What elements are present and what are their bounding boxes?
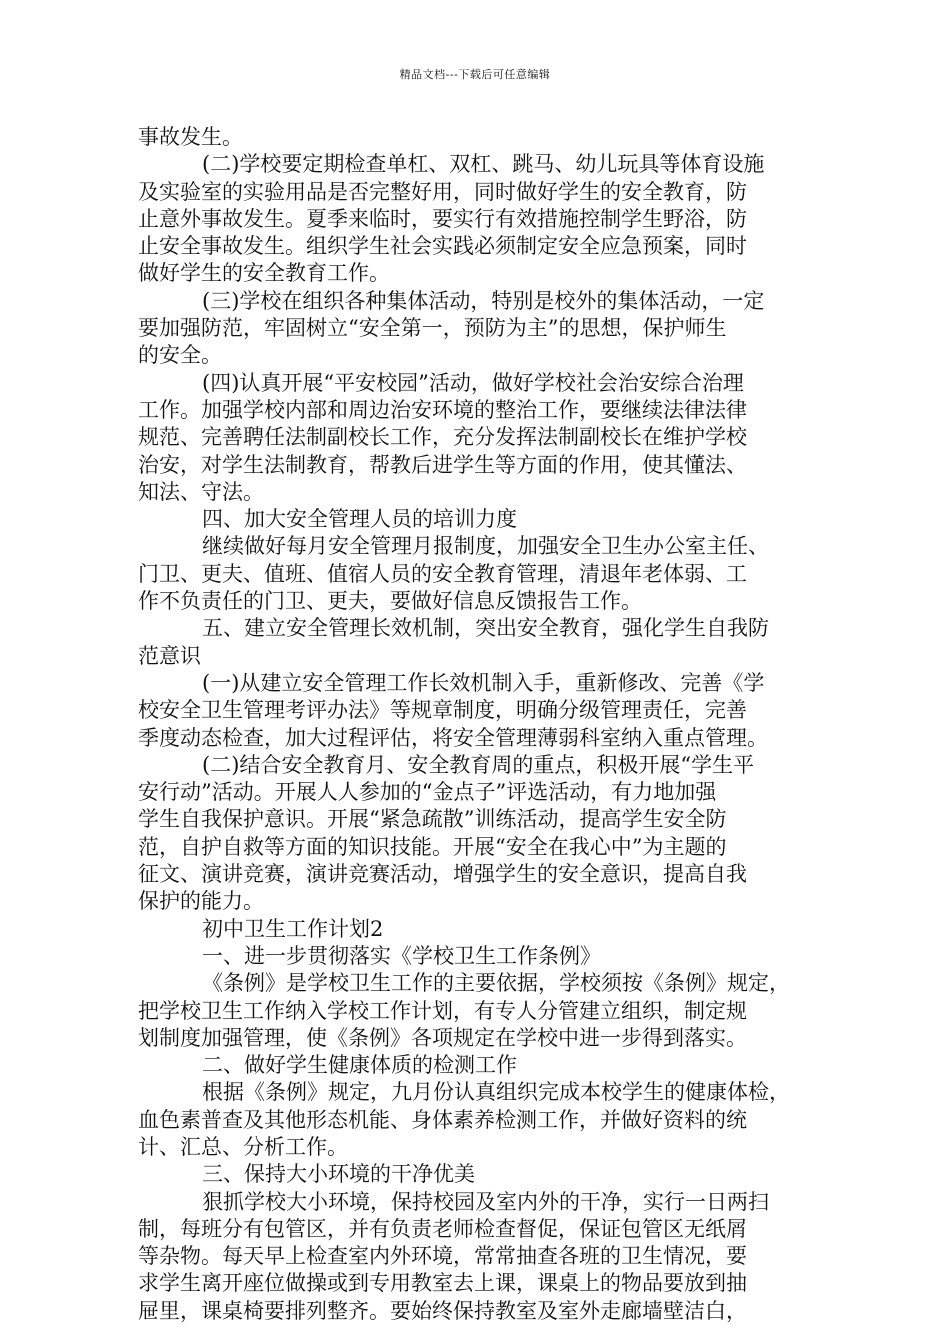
text-line: 屉里，课桌椅要排列整齐。要始终保持教室及室外走廊墙壁洁白， <box>138 1298 747 1323</box>
text-line: 五、建立安全管理长效机制，突出安全教育，强化学生自我防 <box>202 616 769 641</box>
text-line: 把学校卫生工作纳入学校工作计划，有专人分管建立组织，制定规 <box>138 998 747 1023</box>
text-line: 及实验室的实验用品是否完整好用，同时做好学生的安全教育，防 <box>138 179 747 204</box>
text-line: 工作。加强学校内部和周边治安环境的整治工作，要继续法律法律 <box>138 397 747 422</box>
text-line: 血色素普查及其他形态机能、身体素养检测工作，并做好资料的统 <box>138 1107 747 1132</box>
text-line: (四)认真开展“平安校园”活动，做好学校社会治安综合治理 <box>202 370 744 395</box>
text-line: 止意外事故发生。夏季来临时，要实行有效措施控制学生野浴，防 <box>138 206 747 231</box>
text-line: 事故发生。 <box>138 125 243 149</box>
text-line: (三)学校在组织各种集体活动，特别是校外的集体活动，一定 <box>202 288 765 313</box>
text-line: (一)从建立安全管理工作长效机制入手，重新修改、完善《学 <box>202 670 765 695</box>
text-line: 校安全卫生管理考评办法》等规章制度，明确分级管理责任，完善 <box>138 698 747 723</box>
text-line: 保护的能力。 <box>138 889 264 914</box>
text-line: 要加强防范，牢固树立“安全第一，预防为主”的思想，保护师生 <box>138 316 727 341</box>
text-line: 知法、守法。 <box>138 479 264 504</box>
text-line: 根据《条例》规定，九月份认真组织完成本校学生的健康体检， <box>202 1080 790 1105</box>
text-line: 季度动态检查，加大过程评估，将安全管理薄弱科室纳入重点管理。 <box>138 725 768 750</box>
text-line: 的安全。 <box>138 343 222 368</box>
text-line: 《条例》是学校卫生工作的主要依据，学校须按《条例》规定， <box>202 971 790 996</box>
text-line: 治安，对学生法制教育，帮教后进学生等方面的作用，使其懂法、 <box>138 452 747 477</box>
text-line: 求学生离开座位做操或到专用教室去上课，课桌上的物品要放到抽 <box>138 1271 747 1296</box>
text-line: 范，自护自救等方面的知识技能。开展“安全在我心中”为主题的 <box>138 834 727 859</box>
text-line: 征文、演讲竞赛，演讲竞赛活动，增强学生的安全意识，提高自我 <box>138 862 747 887</box>
text-line: 一、进一步贯彻落实《学校卫生工作条例》 <box>202 943 601 968</box>
text-line: 安行动”活动。开展人人参加的“金点子”评选活动，有力地加强 <box>138 780 717 805</box>
document-body <box>138 124 818 1325</box>
text-line: 止安全事故发生。组织学生社会实践必须制定安全应急预案，同时 <box>138 234 747 259</box>
text-line: 等杂物。每天早上检查室内外环境，常常抽查各班的卫生情况，要 <box>138 1244 747 1269</box>
text-line: 作不负责任的门卫、更夫，要做好信息反馈报告工作。 <box>138 589 642 614</box>
text-line: 初中卫生工作计划2 <box>202 916 384 941</box>
text-line: 制，每班分有包管区，并有负责老师检查督促，保证包管区无纸屑 <box>138 1216 747 1241</box>
text-line: (二)学校要定期检查单杠、双杠、跳马、幼儿玩具等体育设施 <box>202 152 765 177</box>
page-header: 精品文档---下载后可任意编辑 <box>399 68 551 81</box>
text-line: 规范、完善聘任法制副校长工作，充分发挥法制副校长在维护学校 <box>138 425 747 450</box>
text-line: 计、汇总、分析工作。 <box>138 1134 348 1159</box>
text-line: 四、加大安全管理人员的培训力度 <box>202 507 517 532</box>
text-line: 学生自我保护意识。开展“紧急疏散”训练活动，提高学生安全防 <box>138 807 727 832</box>
text-line: 划制度加强管理，使《条例》各项规定在学校中进一步得到落实。 <box>138 1025 747 1050</box>
text-line: (二)结合安全教育月、安全教育周的重点，积极开展“学生平 <box>202 752 755 777</box>
text-line: 三、保持大小环境的干净优美 <box>202 1162 475 1187</box>
text-line: 做好学生的安全教育工作。 <box>138 261 390 286</box>
text-line: 继续做好每月安全管理月报制度，加强安全卫生办公室主任、 <box>202 534 769 559</box>
text-line: 二、做好学生健康体质的检测工作 <box>202 1053 517 1078</box>
text-line: 狠抓学校大小环境，保持校园及室内外的干净，实行一日两扫 <box>202 1189 769 1214</box>
text-line: 范意识 <box>138 643 201 668</box>
text-line: 门卫、更夫、值班、值宿人员的安全教育管理，清退年老体弱、工 <box>138 561 747 586</box>
